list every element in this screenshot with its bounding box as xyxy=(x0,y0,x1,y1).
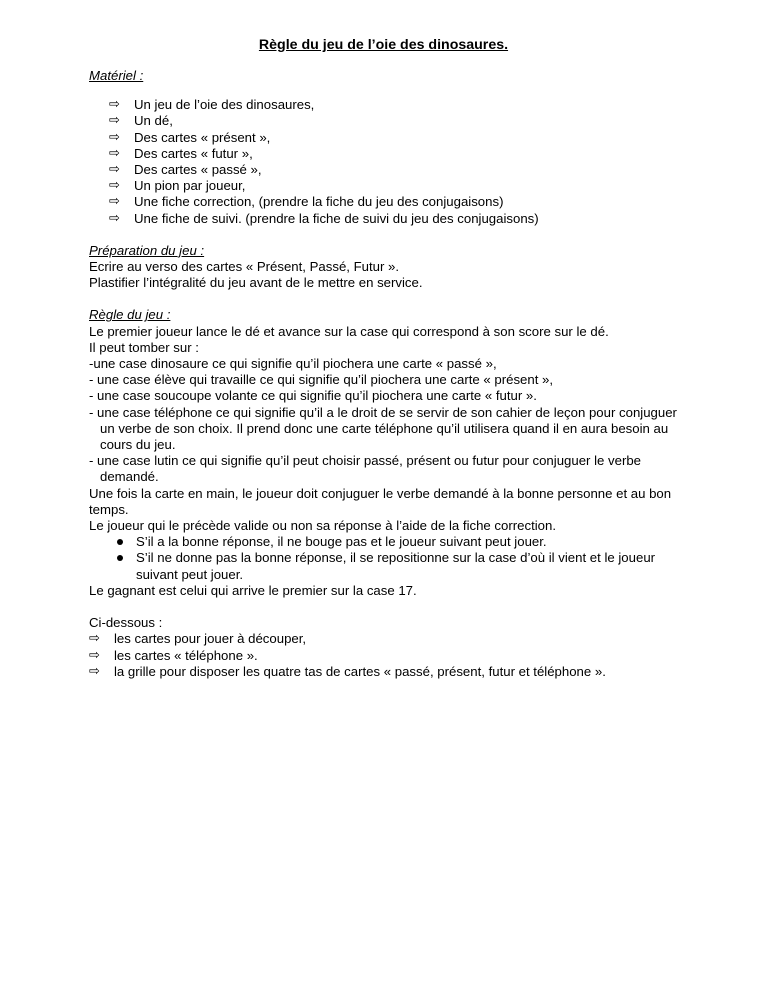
arrow-icon: ⇨ xyxy=(89,647,100,663)
list-item: S’il ne donne pas la bonne réponse, il se repositionne sur la case d’où il vient et le joueur suivant peut jouer. xyxy=(115,550,678,582)
regle-heading: Règle du jeu : xyxy=(89,307,171,323)
preparation-line: Plastifier l’intégralité du jeu avant de le mettre en service. xyxy=(89,275,423,291)
regle-line: -une case dinosaure ce qui signifie qu’il piochera une carte « passé », xyxy=(89,356,497,372)
list-item: ⇨ Un jeu de l’oie des dinosaures, xyxy=(109,97,315,113)
arrow-icon: ⇨ xyxy=(109,210,120,226)
regle-line: - une case soucoupe volante ce qui signifie qu’il piochera une carte « futur ». xyxy=(89,388,537,404)
list-item: ⇨ les cartes « téléphone ». xyxy=(89,647,258,663)
list-item: ⇨ Une fiche correction, (prendre la fiche du jeu des conjugaisons) xyxy=(109,194,504,210)
list-item: S’il a la bonne réponse, il ne bouge pas et le joueur suivant peut jouer. xyxy=(115,534,678,550)
page-title: Règle du jeu de l’oie des dinosaures. xyxy=(258,37,509,53)
regle-conclusion: Le gagnant est celui qui arrive le premier sur la case 17. xyxy=(89,582,417,598)
list-item: ⇨ Un dé, xyxy=(109,113,173,129)
list-item: ⇨ les cartes pour jouer à découper, xyxy=(89,631,307,647)
preparation-heading: Préparation du jeu : xyxy=(89,242,205,258)
spacer xyxy=(89,599,678,615)
regle-line: Une fois la carte en main, le joueur doit conjuguer le verbe demandé à la bonne personne et au bon temps. xyxy=(89,485,672,517)
regle-bullets xyxy=(89,534,678,583)
regle-line: Le joueur qui le précède valide ou non sa réponse à l’aide de la fiche correction. xyxy=(89,518,556,534)
bullet-icon xyxy=(117,539,123,545)
arrow-icon: ⇨ xyxy=(109,162,120,178)
arrow-icon: ⇨ xyxy=(109,97,120,113)
ci-dessous-list xyxy=(89,631,678,680)
list-item: ⇨ Des cartes « présent », xyxy=(109,129,271,145)
arrow-icon: ⇨ xyxy=(89,663,100,679)
regle-line: - une case téléphone ce qui signifie qu’il a le droit de se servir de son cahier de leçon pour conjuguer un verbe de son choix. Il prend donc une carte téléphone qu’il utilisera quand il en aura besoin au cours du jeu. xyxy=(89,404,677,453)
spacer xyxy=(89,291,678,307)
materiel-list xyxy=(89,97,678,227)
list-item: ⇨ Des cartes « futur », xyxy=(109,145,253,161)
preparation-line: Ecrire au verso des cartes « Présent, Passé, Futur ». xyxy=(89,259,400,275)
arrow-icon: ⇨ xyxy=(109,129,120,145)
arrow-icon: ⇨ xyxy=(109,194,120,210)
list-item: ⇨ Une fiche de suivi. (prendre la fiche de suivi du jeu des conjugaisons) xyxy=(109,210,539,226)
arrow-icon: ⇨ xyxy=(89,631,100,647)
list-item: ⇨ Des cartes « passé », xyxy=(109,162,262,178)
arrow-icon: ⇨ xyxy=(109,178,120,194)
arrow-icon: ⇨ xyxy=(109,113,120,129)
list-item: ⇨ Un pion par joueur, xyxy=(109,178,246,194)
ci-dessous-heading: Ci-dessous : xyxy=(89,615,163,631)
materiel-heading: Matériel : xyxy=(89,68,144,83)
regle-line: - une case lutin ce qui signifie qu’il peut choisir passé, présent ou futur pour conjuguer le verbe demandé. xyxy=(89,453,642,485)
regle-line: - une case élève qui travaille ce qui signifie qu’il piochera une carte « présent », xyxy=(89,372,554,388)
regle-line: Le premier joueur lance le dé et avance sur la case qui correspond à son score sur le dé. xyxy=(89,323,609,339)
regle-line: Il peut tomber sur : xyxy=(89,339,199,355)
spacer xyxy=(89,227,678,243)
bullet-icon xyxy=(117,555,123,561)
list-item: ⇨ la grille pour disposer les quatre tas de cartes « passé, présent, futur et téléphone ». xyxy=(89,663,606,679)
arrow-icon: ⇨ xyxy=(109,145,120,161)
